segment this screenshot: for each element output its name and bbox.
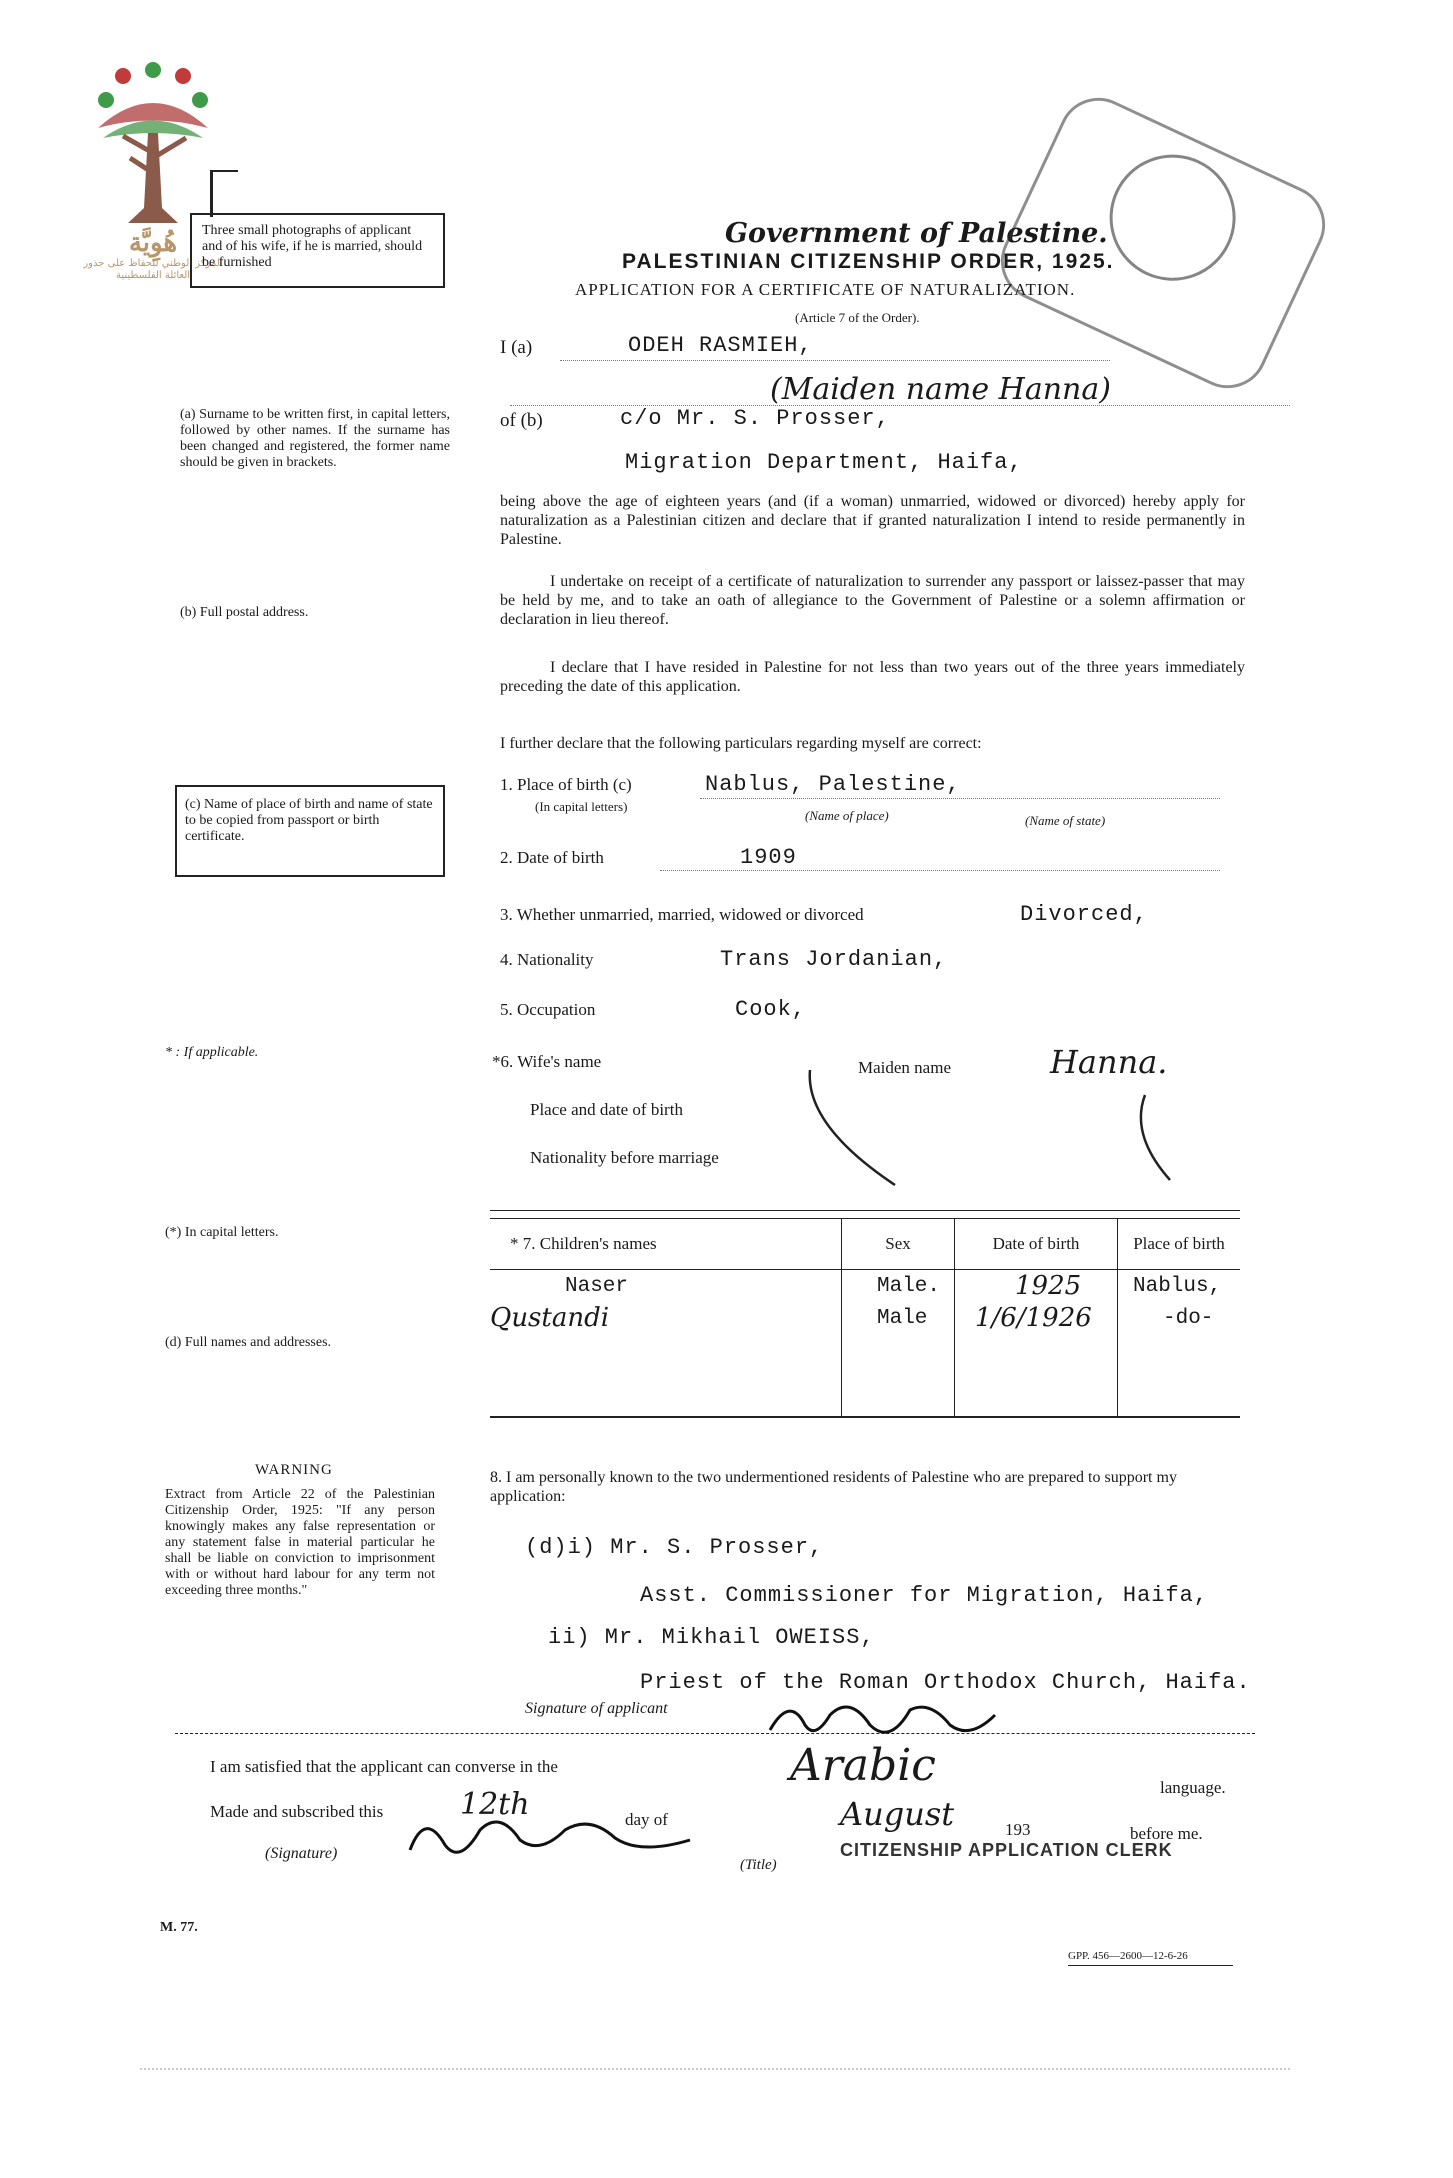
made-label: Made and subscribed this [210,1802,384,1821]
referee1-title: Asst. Commissioner for Migration, Haifa, [640,1583,1209,1608]
child-sex: Male. [842,1270,955,1303]
referees-q8: 8. I am personally known to the two undermentioned residents of Palestine who are prepared to support my application: [490,1469,1177,1505]
child-place: -do- [1163,1306,1214,1330]
q6-label: *6. Wife's name [492,1052,602,1071]
tree-logo-icon [78,58,228,228]
declaration-p1: being above the age of eighteen years (and (if a woman) unmarried, widowed or divorced) hereby apply for naturalization as a Palestinian citizen and declare that if granted naturalization I intend to reside permanently in Palestine. [500,493,1245,548]
margin-note-c: (c) Name of place of birth and name of state to be copied from passport or birth certificate. [185,797,433,844]
month-value: August [840,1795,955,1833]
q2-label: 2. Date of birth [500,848,604,867]
sig-label: (Signature) [265,1845,338,1862]
address-line1: c/o Mr. S. Prosser, [620,406,890,431]
made-day: 12th [460,1787,530,1822]
official-signature-icon [400,1800,700,1870]
language-value: Arabic [790,1740,936,1791]
q1-state-label: (Name of state) [1025,813,1106,828]
col-sex: Sex [842,1219,955,1270]
clerk-stamp: CITIZENSHIP APPLICATION CLERK [840,1840,1173,1860]
child-name: Qustandi [490,1302,842,1334]
col-place-of-birth: Place of birth [1118,1219,1241,1270]
child-dob: 1/6/1926 [955,1302,1118,1334]
child-dob: 1925 [955,1270,1118,1303]
children-table-top-rule [490,1210,1240,1211]
applicant-name: ODEH RASMIEH, [628,333,813,358]
year-label: 193 [1005,1820,1031,1839]
q4-label: 4. Nationality [500,950,594,969]
before-me-label: before me. [1130,1824,1203,1843]
child-name: Naser [490,1270,842,1303]
q4-value: Trans Jordanian, [720,947,948,972]
wife-strike-marks [800,1065,1200,1195]
child-sex: Male [842,1302,955,1334]
q1-value: Nablus, Palestine, [705,772,961,797]
q6-place-label: Place and date of birth [530,1100,683,1119]
table-row [490,1334,1240,1417]
address-line2: Migration Department, Haifa, [625,450,1023,475]
q2-value: 1909 [740,845,797,870]
application-title: APPLICATION FOR A CERTIFICATE OF NATURALIZATION. [575,280,1076,299]
department-stamp [988,85,1338,402]
signature-label: Signature of applicant [525,1700,668,1717]
q1-dotted-line [700,798,1220,799]
margin-note-capital: (*) In capital letters. [165,1225,279,1240]
i-label: I (a) [500,337,533,358]
table-row [490,1302,1240,1334]
photo-clip-mark [210,170,238,217]
q1-label: 1. Place of birth (c) [500,775,632,794]
q6-maiden-value: Hanna. [1050,1043,1168,1081]
order-title: PALESTINIAN CITIZENSHIP ORDER, 1925. [622,250,1115,273]
form-number: M. 77. [160,1920,198,1935]
q5-value: Cook, [735,997,807,1022]
margin-note-if: * : If applicable. [165,1045,259,1060]
referee2-name: ii) Mr. Mikhail OWEISS, [548,1625,875,1650]
printer-code: GPP. 456—2600—12-6-26 [1068,1950,1188,1962]
col-date-of-birth: Date of birth [955,1219,1118,1270]
stamp-inner-circle [1089,134,1256,301]
logo-arabic-name: هُوِيَّة [128,228,178,258]
warning-text: Extract from Article 22 of the Palestinian Citizenship Order, 1925: "If any person knowingly makes any false representation or any statement false in material particular he shall be liable on conviction to imprisonment with or without hard labour for any term not exceeding three months." [165,1487,435,1598]
margin-note-d: (d) Full names and addresses. [165,1335,332,1350]
declaration-p3: I declare that I have resided in Palestine for not less than two years out of the three years immediately preceding the date of this application. [500,659,1245,695]
q3-label: 3. Whether unmarried, married, widowed or divorced [500,905,864,924]
q6-maiden-label: Maiden name [858,1058,951,1077]
referee1-name: (d)i) Mr. S. Prosser, [525,1535,824,1560]
logo-arabic-tagline: المركز الوطني للحفاظ على جذور العائلة الفلسطينية [83,258,223,281]
of-label: of (b) [500,410,543,431]
language-label: language. [1160,1778,1226,1797]
q1-place-label: (Name of place) [805,808,889,823]
warning-title: WARNING [255,1462,333,1478]
col-children-names: * 7. Children's names [490,1219,842,1270]
signature-rule [175,1733,1255,1734]
referee2-title: Priest of the Roman Orthodox Church, Haifa. [640,1670,1251,1695]
title-label: (Title) [740,1857,777,1873]
maiden-name-note: (Maiden name Hanna) [770,372,1111,407]
q5-label: 5. Occupation [500,1000,596,1019]
children-table-header [490,1219,1240,1270]
q6-nationality-label: Nationality before marriage [530,1148,719,1167]
margin-note-b: (b) Full postal address. [180,605,309,620]
name-dotted-line [560,360,1110,361]
q1-sub: (In capital letters) [535,799,628,814]
declaration-p4: I further declare that the following particulars regarding myself are correct: [500,735,982,752]
q2-dotted-line [660,870,1220,871]
article-note: (Article 7 of the Order). [795,310,920,325]
table-row [490,1270,1240,1303]
margin-note-a: (a) Surname to be written first, in capital letters, followed by other names. If the surname has been changed and registered, the former name should be given in brackets. [180,407,450,470]
printer-underline [1068,1965,1233,1966]
child-place: Nablus, [1133,1274,1222,1298]
photo-note-text: Three small photographs of applicant and of his wife, if he is married, should be furnished [202,223,423,270]
satisfied-line: I am satisfied that the applicant can converse in the [210,1757,558,1776]
day-of-label: day of [625,1810,668,1829]
declaration-p2: I undertake on receipt of a certificate of naturalization to surrender any passport or laissez-passer that may be held by me, and to take an oath of allegiance to the Government of Palestine or a solemn affirmation or declaration in lieu thereof. [500,573,1245,628]
government-title: Government of Palestine. [725,218,1108,249]
scan-edge-artifact [140,2050,1290,2070]
margin-note-c-box [175,785,445,877]
children-table [490,1218,1240,1418]
photo-note-box [190,213,445,288]
q3-value: Divorced, [1020,902,1148,927]
